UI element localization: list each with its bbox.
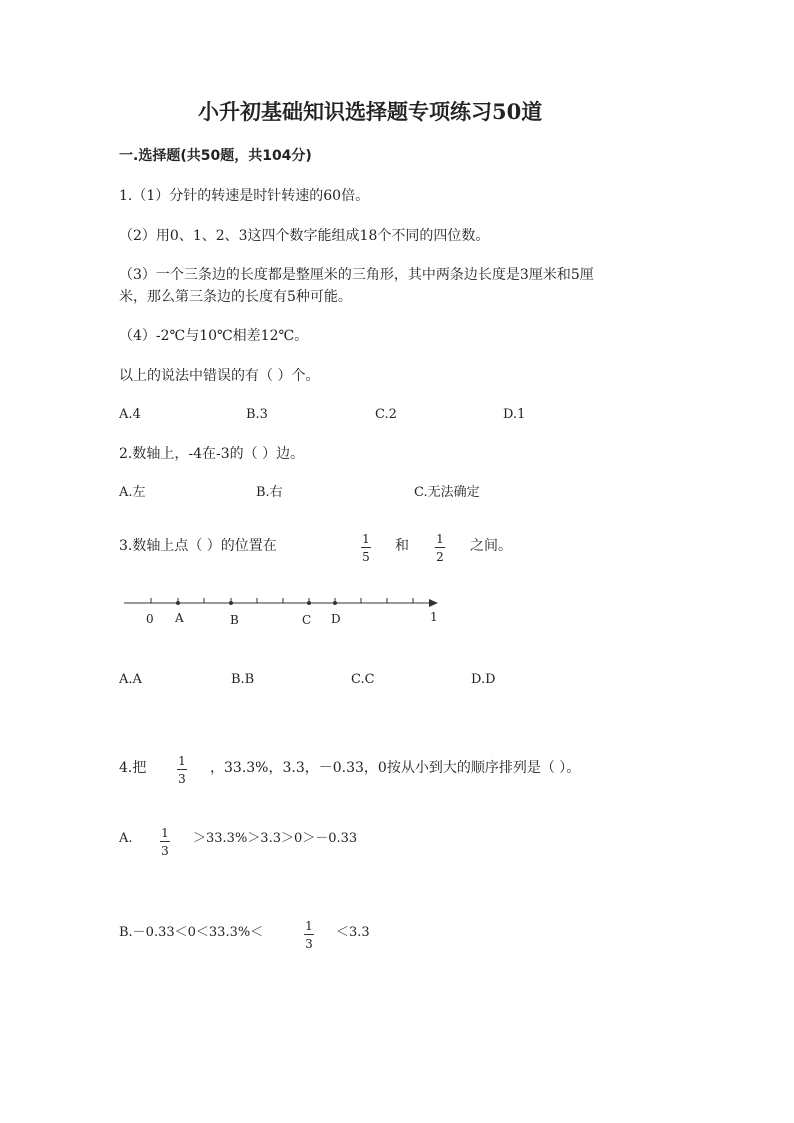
q4-option-b-text: B.－0.33＜0＜33.3%＜	[119, 925, 264, 940]
point-d-dot	[333, 601, 337, 605]
q1-statement-1: 1.（1）分针的转速是时针转速的60倍。	[119, 188, 370, 204]
q1-option-d[interactable]: D.1	[503, 407, 526, 422]
fraction-numerator: 1	[161, 826, 169, 840]
q1-option-a[interactable]: A.4	[119, 407, 141, 422]
number-line-point-b: B	[230, 613, 239, 627]
q1-question: 以上的说法中错误的有（ ）个。	[119, 368, 320, 384]
q3-option-c[interactable]: C.C	[351, 672, 375, 687]
fraction-numerator: 1	[305, 919, 313, 933]
q1-option-c[interactable]: C.2	[375, 407, 397, 422]
number-line-point-a: A	[175, 611, 184, 625]
q4-question-start: 4.把	[119, 760, 147, 776]
q2-option-a[interactable]: A.左	[119, 485, 146, 500]
q4-option-a-text: ＞33.3%＞3.3＞0＞－0.33	[193, 831, 358, 846]
q3-option-d[interactable]: D.D	[471, 672, 496, 687]
q4-question-end: ，33.3%，3.3，－0.33，0按从小到大的顺序排列是（ ）。	[210, 760, 581, 776]
q3-option-b[interactable]: B.B	[231, 672, 255, 687]
fraction-denominator: 3	[305, 937, 313, 951]
q1-statement-4: （4）-2℃与10℃相差12℃。	[119, 328, 309, 344]
page-title: 小升初基础知识选择题专项练习50道	[198, 99, 543, 124]
q1-statement-3b: 米，那么第三条边的长度有5种可能。	[119, 289, 352, 305]
point-a-dot	[176, 601, 180, 605]
q4-option-b-suffix: ＜3.3	[336, 925, 370, 940]
q1-statement-2: （2）用0、1、2、3这四个数字能组成18个不同的四位数。	[119, 228, 490, 244]
fraction-numerator: 1	[178, 754, 186, 768]
q2-option-b[interactable]: B.右	[256, 485, 283, 500]
number-line-one: 1	[430, 610, 438, 624]
fraction-numerator: 1	[362, 532, 370, 546]
q2-option-c[interactable]: C.无法确定	[414, 485, 480, 500]
fraction-numerator: 1	[436, 532, 444, 546]
q4-fraction-one-third	[177, 755, 187, 785]
fraction-denominator: 2	[436, 550, 444, 564]
number-line-ticks	[151, 598, 413, 603]
q4-option-a-fraction	[160, 827, 170, 857]
q2-question: 2.数轴上，-4在-3的（ ）边。	[119, 446, 305, 462]
q3-question-start: 3.数轴上点（ ）的位置在	[119, 538, 277, 554]
number-line-zero: 0	[146, 612, 154, 626]
q3-and: 和	[395, 538, 409, 554]
number-line-arrow	[429, 599, 438, 607]
q1-option-b[interactable]: B.3	[246, 407, 268, 422]
q3-question-end: 之间。	[470, 538, 512, 554]
section-heading: 一.选择题(共50题，共104分)	[119, 148, 312, 164]
q3-option-a[interactable]: A.A	[119, 672, 142, 687]
fraction-denominator: 3	[178, 772, 186, 786]
point-b-dot	[229, 601, 233, 605]
fraction-denominator: 3	[161, 844, 169, 858]
number-line-point-d: D	[331, 612, 341, 626]
point-c-dot	[307, 601, 311, 605]
q1-statement-3a: （3）一个三条边的长度都是整厘米的三角形，其中两条边长度是3厘米和5厘	[119, 267, 594, 283]
fraction-denominator: 5	[362, 550, 370, 564]
number-line-point-c: C	[302, 613, 312, 627]
q4-option-a-prefix: A.	[119, 831, 133, 846]
q4-option-b-fraction	[304, 920, 314, 950]
